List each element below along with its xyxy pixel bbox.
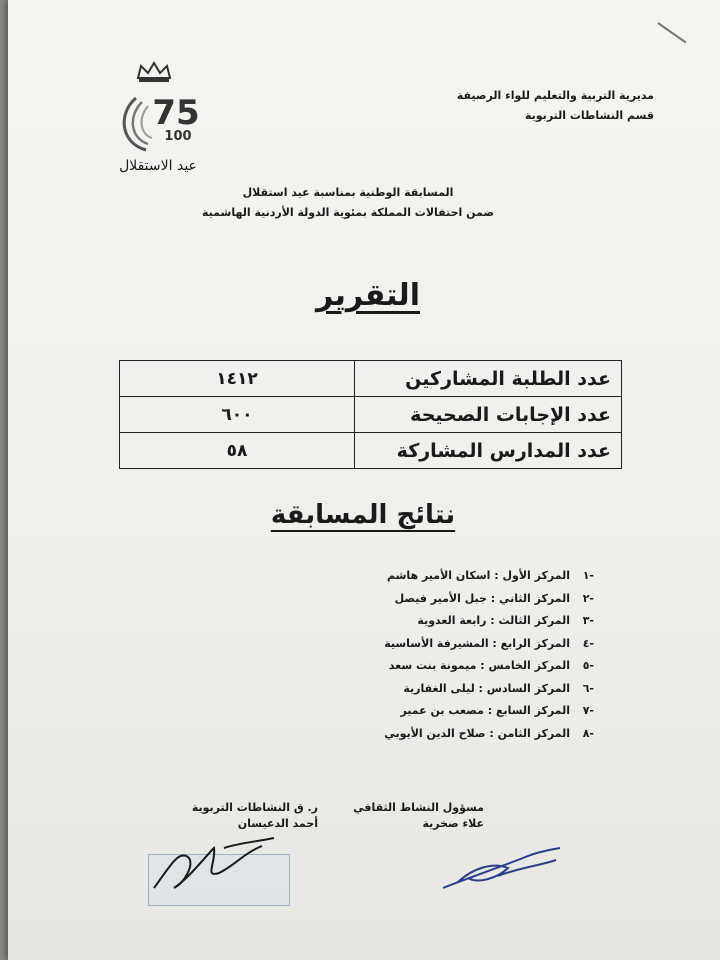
document-sheet: [8, 0, 720, 960]
list-item: [314, 678, 594, 701]
stat-value: ١٤١٢: [120, 361, 355, 397]
directorate-name: مديرية التربية والتعليم للواء الرصيفة: [456, 89, 654, 102]
item-text: المركز الخامس : ميمونة بنت سعد: [388, 659, 570, 672]
list-item: [314, 610, 594, 633]
competition-name: المسابقة الوطنية بمناسبة عيد استقلال: [242, 186, 454, 199]
item-number: -٥: [582, 659, 594, 672]
table-row: [120, 433, 622, 469]
item-number: -٦: [582, 681, 594, 695]
signatory-role: مسؤول النشاط الثقافي: [353, 801, 484, 814]
crown-icon: [138, 63, 170, 82]
signatory-name: أحمد الدعيسان: [237, 817, 318, 830]
item-number: -٤: [582, 636, 594, 650]
letterhead: [394, 86, 654, 126]
item-text: المركز الأول : اسكان الأمير هاشم: [386, 569, 570, 582]
item-text: المركز الثاني : جبل الأمير فيصل: [394, 591, 570, 605]
item-text: المركز الثامن : صلاح الدين الأيوبي: [384, 726, 570, 740]
item-text: المركز الرابع : المشيرفة الأساسية: [384, 636, 570, 650]
list-item: [314, 588, 594, 611]
stat-value: ٦٠٠: [120, 397, 355, 433]
item-number: -٢: [582, 591, 594, 605]
list-item: [314, 655, 594, 678]
stat-label: عدد الإجابات الصحيحة: [355, 397, 622, 433]
corner-mark: [657, 22, 686, 43]
item-text: المركز السادس : ليلى الغفارية: [403, 681, 570, 695]
report-title: التقرير: [316, 278, 420, 313]
list-item: [314, 565, 594, 588]
stat-value: ٥٨: [120, 433, 355, 469]
department-name: قسم النشاطات التربوية: [524, 109, 654, 122]
item-text: المركز السابع : مصعب بن عمير: [400, 704, 570, 717]
cultural-officer-signature: [438, 838, 568, 898]
list-item: [314, 723, 594, 746]
list-item: [314, 700, 594, 723]
signatory-role: ر. ق النشاطات التربوية: [191, 801, 318, 814]
item-number: -٧: [582, 704, 594, 717]
cultural-officer-signature-block: [353, 800, 484, 832]
item-number: -٨: [582, 726, 594, 740]
item-number: -٣: [582, 614, 594, 627]
stat-label: عدد المدارس المشاركة: [355, 433, 622, 469]
item-number: -١: [582, 569, 594, 582]
logo-graphic: [108, 58, 208, 158]
list-item: [314, 633, 594, 656]
signatory-name: علاء صخرية: [422, 817, 484, 830]
item-text: المركز الثالث : رابعة العدوية: [417, 614, 570, 627]
table-row: [120, 397, 622, 433]
competition-context: ضمن احتفالات المملكة بمئوية الدولة الأردنية الهاشمية: [201, 206, 495, 219]
independence-logo: [108, 58, 208, 182]
results-list: [314, 565, 594, 745]
logo-number-100: 100: [164, 129, 192, 144]
table-row: [120, 361, 622, 397]
activities-head-signature: [144, 828, 284, 898]
results-title: نتائج المسابقة: [270, 500, 456, 530]
logo-caption: عيد الاستقلال: [119, 158, 197, 174]
logo-number-75: 75: [152, 93, 200, 133]
stats-table: [119, 360, 622, 469]
stat-label: عدد الطلبة المشاركين: [355, 361, 622, 397]
